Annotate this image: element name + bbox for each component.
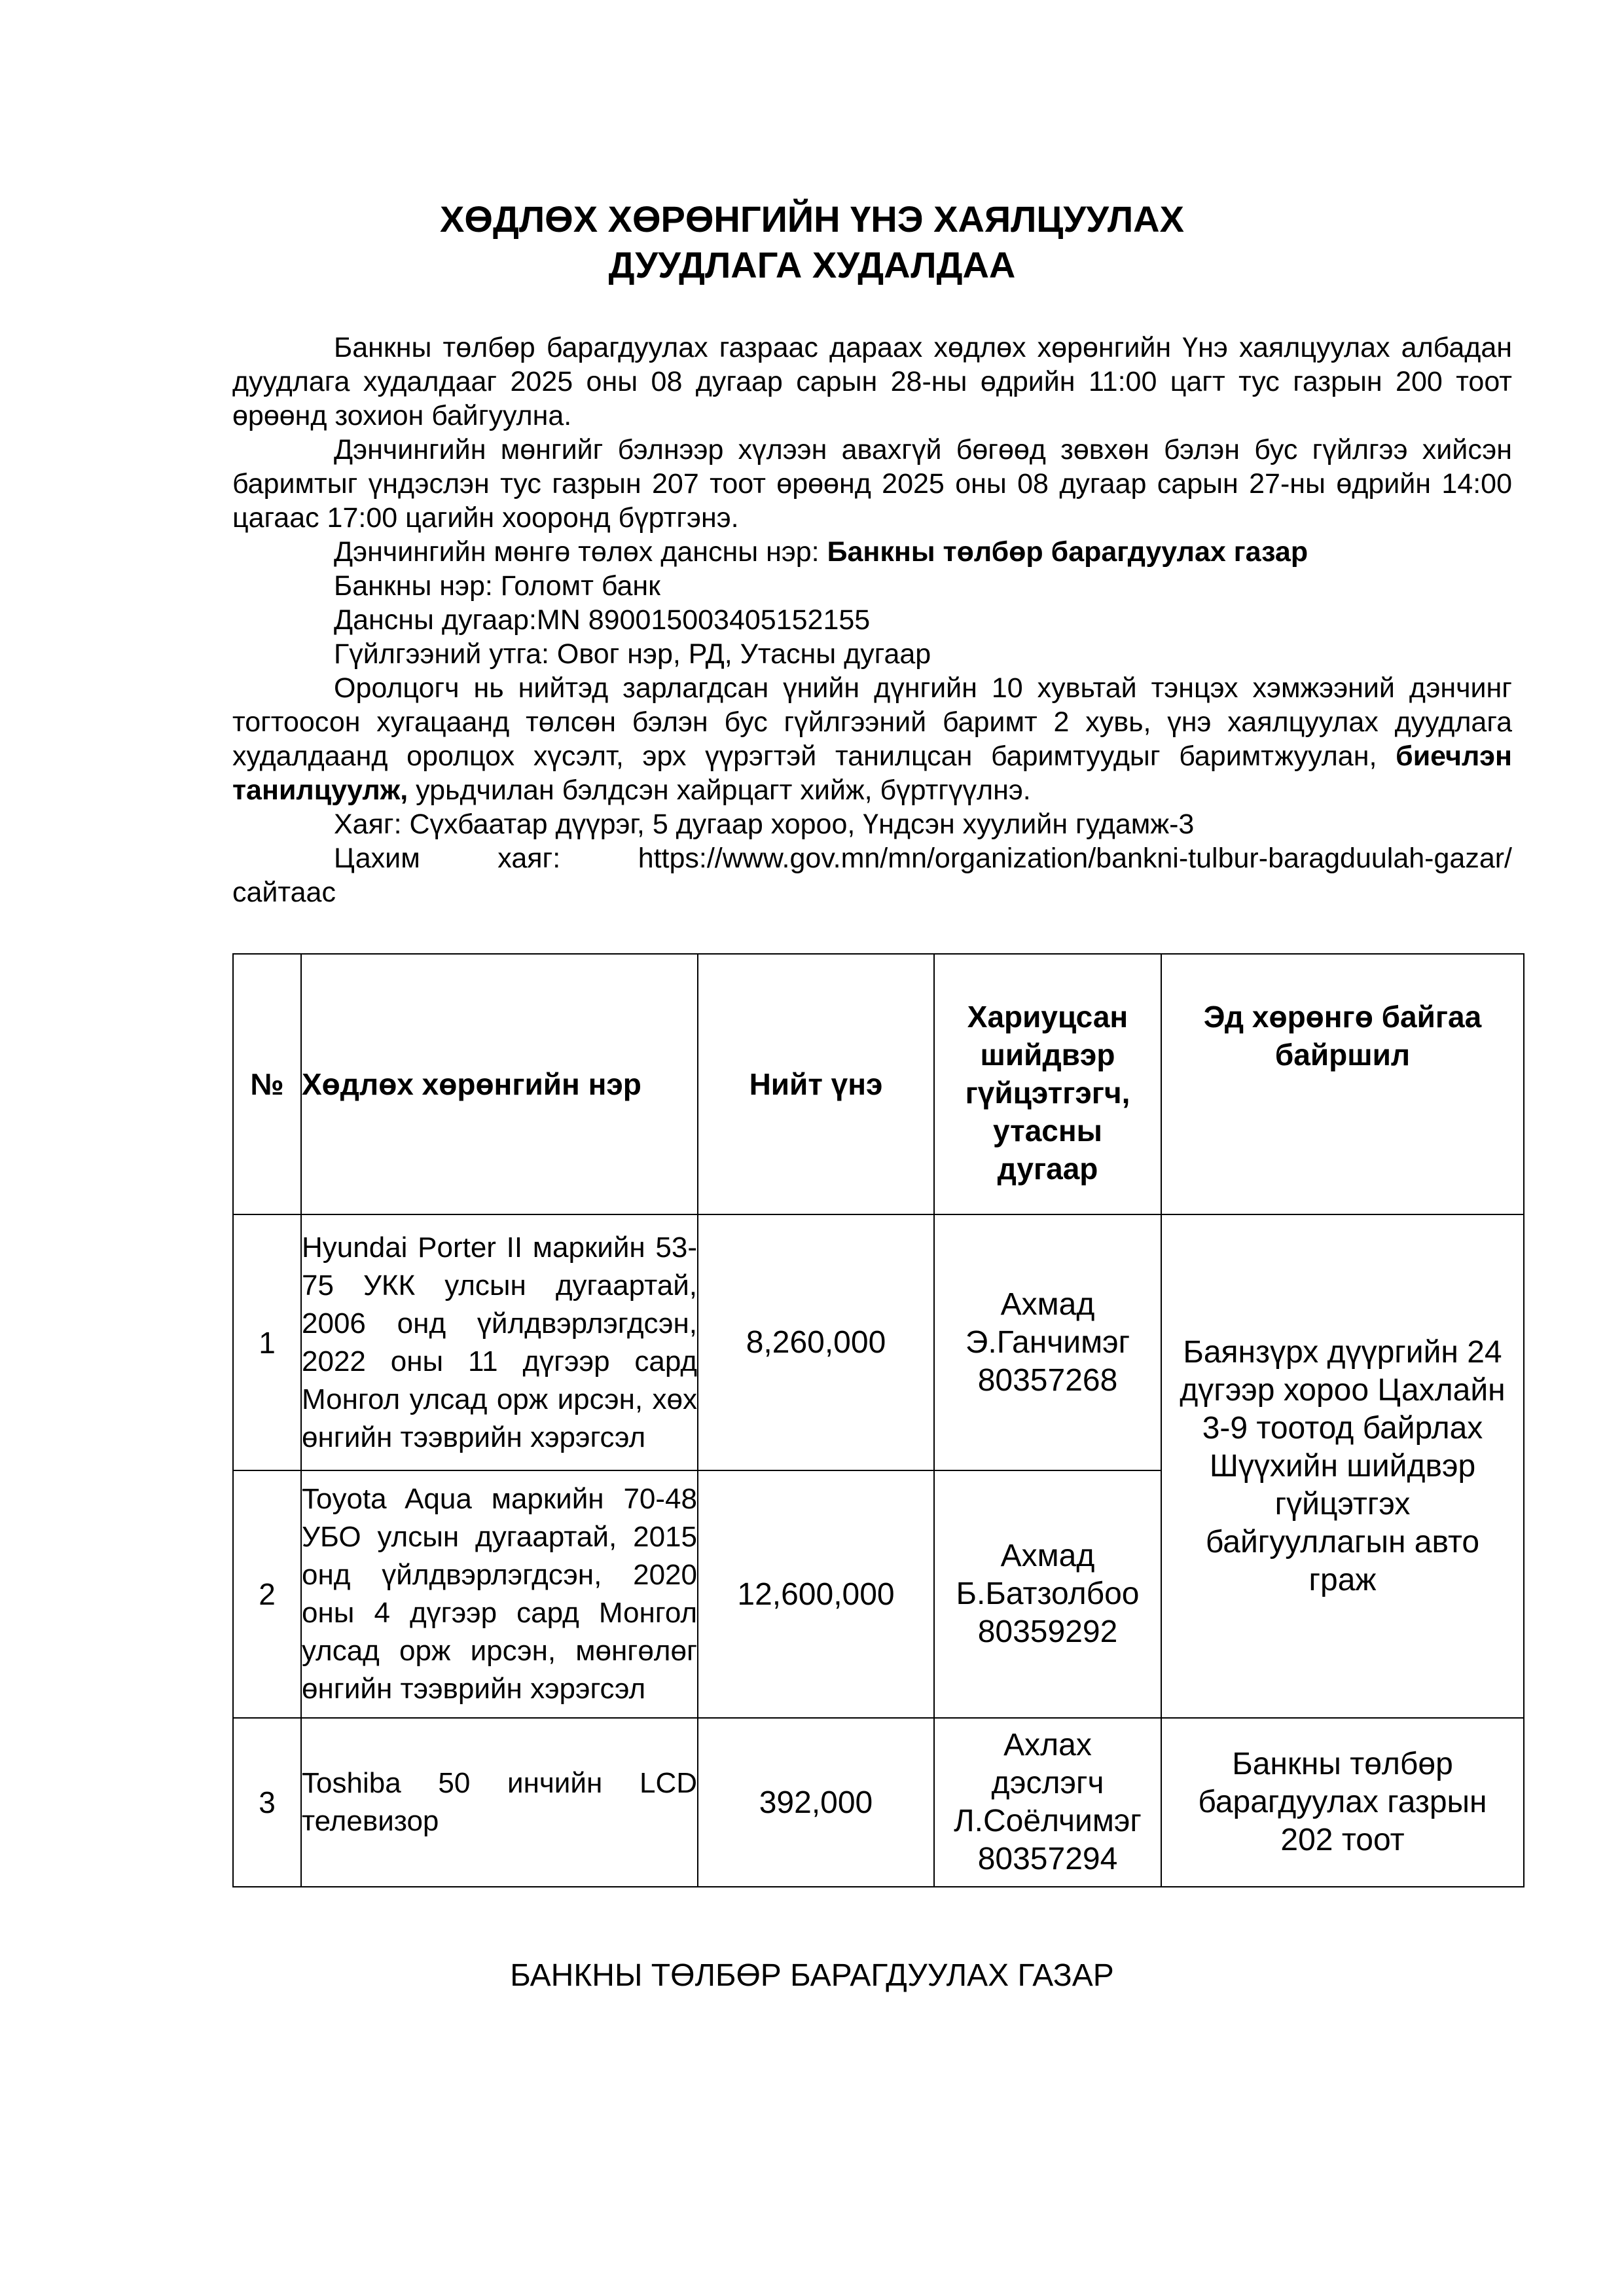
website-suffix: сайтаас	[232, 877, 336, 908]
row-3-responsible	[934, 1718, 1161, 1887]
row-3-asset-name: Toshiba 50 инчийн LCD телевизор	[301, 1718, 698, 1887]
document-title-line-2: ДУУДЛАГА ХУДАЛДАА	[608, 244, 1016, 285]
address-line: Хаяг: Сүхбаатар дүүрэг, 5 дугаар хороо, Үндсэн хуулийн гудамж-3	[334, 809, 1195, 840]
participant-requirements-paragraph	[232, 671, 1512, 807]
header-responsible-officer: Хариуцсан шийдвэр гүйцэтгэгч, утасны дугаар	[934, 954, 1161, 1214]
account-name-value: Банкны төлбөр барагдуулах газар	[827, 536, 1308, 568]
header-number: №	[233, 954, 301, 1214]
row-1-number: 1	[233, 1214, 301, 1470]
row-1-responsible-phone: 80357268	[977, 1362, 1118, 1398]
bank-name-line: Банкны нэр: Голомт банк	[334, 570, 660, 602]
assets-table	[232, 953, 1525, 1887]
row-3-location: Банкны төлбөр барагдуулах газрын 202 тоот	[1161, 1718, 1524, 1887]
row-2-responsible-name: Б.Батзолбоо	[956, 1576, 1140, 1611]
row-3-price: 392,000	[698, 1718, 934, 1887]
table-row	[233, 1214, 1524, 1470]
table-header-row	[233, 954, 1524, 1214]
intro-paragraph-2: Дэнчингийн мөнгийг бэлнээр хүлээн авахгүй бөгөөд зөвхөн бэлэн бус гүйлгээ хийсэн баримтыг үндэслэн тус газрын 207 тоот өрөөнд 2025 оны 08 дугаар сарын 27-ны өдрийн 14:00 цагаас 17:00 цагийн хооронд бүртгэнэ.	[232, 434, 1512, 534]
row-1-responsible-rank: Ахмад	[1000, 1286, 1095, 1322]
row-2-responsible-phone: 80359292	[977, 1614, 1118, 1649]
header-total-price: Нийт үнэ	[698, 954, 934, 1214]
footer-organization: БАНКНЫ ТӨЛБӨР БАРАГДУУЛАХ ГАЗАР	[510, 1958, 1114, 1993]
account-name-line	[232, 535, 1512, 569]
row-1-price: 8,260,000	[698, 1214, 934, 1470]
row-1-responsible	[934, 1214, 1161, 1470]
intro-paragraph-1: Банкны төлбөр барагдуулах газраас дараах хөдлөх хөрөнгийн Үнэ хаялцуулах албадан дуудлага худалдааг 2025 оны 08 дугаар сарын 28-ны өдрийн 11:00 цагт тус газрын 200 тоот өрөөнд зохион байгуулна.	[232, 332, 1512, 431]
requirements-text-bold: биечлэн танилцуулж,	[232, 740, 1512, 806]
website-line	[232, 841, 1512, 875]
row-2-price: 12,600,000	[698, 1470, 934, 1718]
row-3-responsible-rank-2: дэслэгч	[991, 1766, 1104, 1800]
row-1-asset-name: Hyundai Porter II маркийн 53-75 УКК улсын дугаартай, 2006 онд үйлдвэрлэгдсэн, 2022 оны 11 дүгээр сард Монгол улсад орж ирсэн, хөх өнгийн тээврийн хэрэгсэл	[301, 1214, 698, 1470]
requirements-text-b: урьдчилан бэлдсэн хайрцагт хийж, бүртгүүлнэ.	[408, 774, 1031, 806]
transaction-purpose-line: Гүйлгээний утга: Овог нэр, РД, Утасны дугаар	[334, 638, 931, 670]
account-number-line: Дансны дугаар:MN 890015003405152155	[334, 604, 871, 636]
website-url[interactable]: https://www.gov.mn/mn/organization/bankni-tulbur-baragduulah-gazar/	[638, 843, 1512, 874]
shared-location-cell: Баянзүрх дүүргийн 24 дүгээр хороо Цахлайн 3-9 тоотод байрлах Шүүхийн шийдвэр гүйцэтгэх байгууллагын авто граж	[1161, 1214, 1524, 1718]
requirements-text-a: Оролцогч нь нийтэд зарлагдсан үнийн дүнгийн 10 хувьтай тэнцэх хэмжээний дэнчинг тогтоосон хугацаанд төлсөн бэлэн бус гүйлгээний баримт 2 хувь, үнэ хаялцуулах дуудлага худалдаанд оролцох хүсэлт, эрх үүрэгтэй танилцсан баримтуудыг баримтжуулан,	[232, 672, 1512, 772]
announcement-body	[232, 331, 1512, 909]
table-row	[233, 1718, 1524, 1887]
row-2-responsible-rank: Ахмад	[1000, 1539, 1095, 1573]
header-asset-location: Эд хөрөнгө байгаа байршил	[1161, 954, 1524, 1214]
header-asset-name: Хөдлөх хөрөнгийн нэр	[301, 954, 698, 1214]
row-3-responsible-name: Л.Соёлчимэг	[954, 1804, 1142, 1838]
row-3-number: 3	[233, 1718, 301, 1887]
website-label-2: хаяг:	[497, 843, 561, 874]
row-1-responsible-name: Э.Ганчимэг	[965, 1324, 1130, 1360]
website-label-1: Цахим	[334, 843, 420, 874]
row-3-responsible-phone: 80357294	[977, 1842, 1118, 1876]
row-2-responsible	[934, 1470, 1161, 1718]
row-2-number: 2	[233, 1470, 301, 1718]
document-title-line-1: ХӨДЛӨХ ХӨРӨНГИЙН ҮНЭ ХАЯЛЦУУЛАХ	[440, 198, 1184, 240]
account-name-label: Дэнчингийн мөнгө төлөх дансны нэр:	[334, 536, 827, 568]
row-2-asset-name: Toyota Aqua маркийн 70-48 УБО улсын дугаартай, 2015 онд үйлдвэрлэгдсэн, 2020 оны 4 дүгээр сард Монгол улсад орж ирсэн, мөнгөлөг өнгийн тээврийн хэрэгсэл	[301, 1470, 698, 1718]
row-3-responsible-rank: Ахлах	[1003, 1728, 1092, 1762]
